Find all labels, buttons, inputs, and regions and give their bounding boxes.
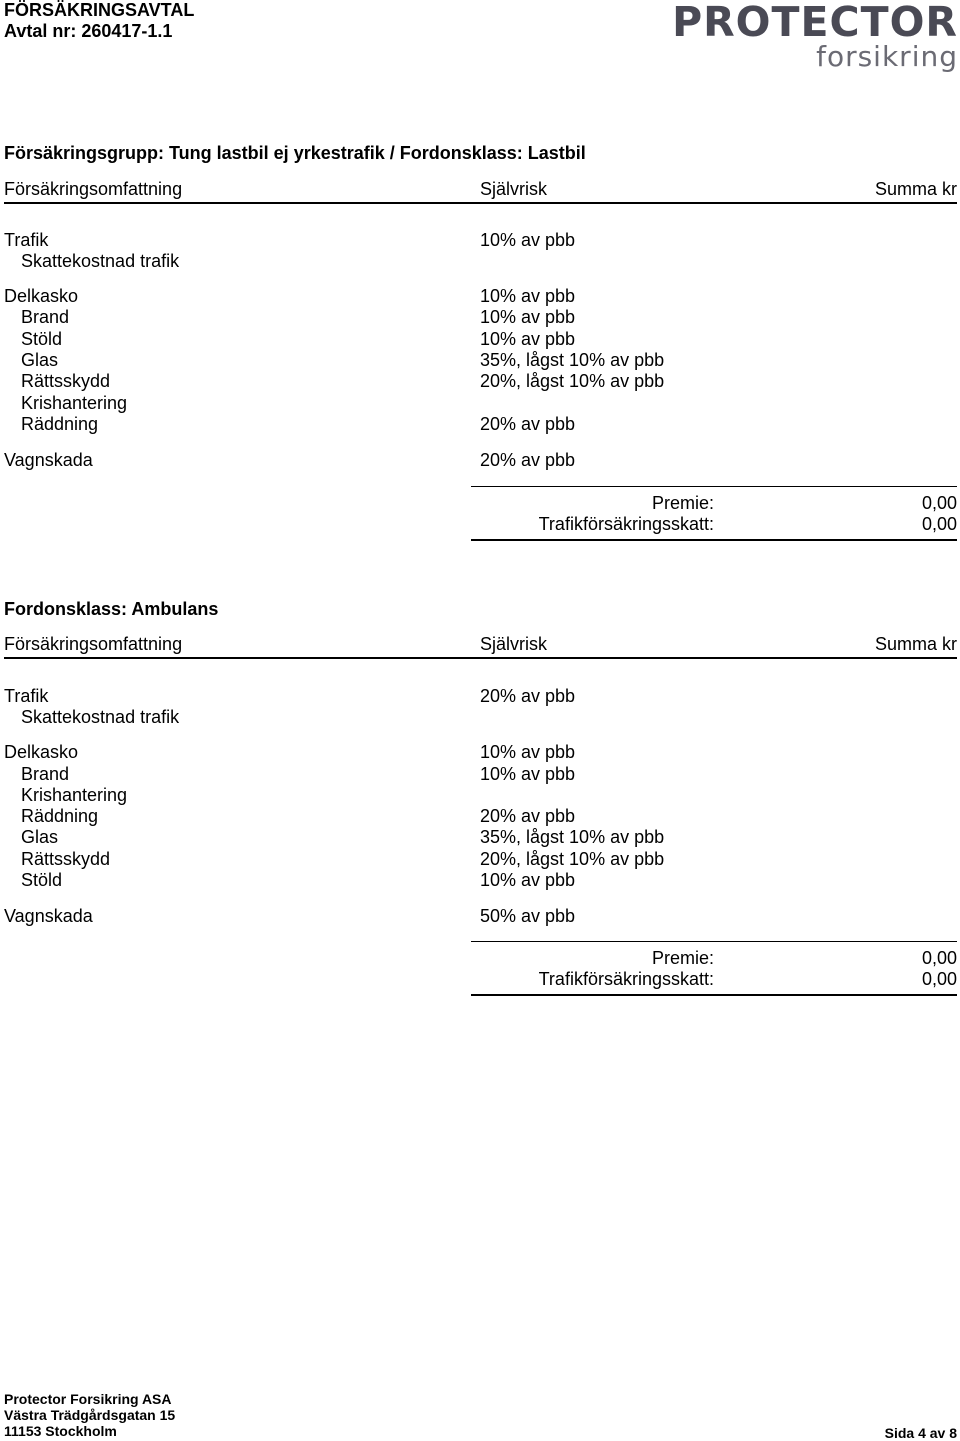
- tax-label: Trafikförsäkringsskatt:: [538, 969, 714, 989]
- tax-value: 0,00: [921, 514, 957, 534]
- coverage-deductible: 35%, lågst 10% av pbb: [480, 827, 665, 847]
- coverage-deductible: 10% av pbb: [480, 286, 576, 306]
- premium-label: Premie:: [651, 493, 714, 513]
- section-title: Försäkringsgrupp: Tung lastbil ej yrkestrafik / Fordonsklass: Lastbil: [4, 143, 586, 163]
- coverage-row: [4, 286, 957, 307]
- coverage-row: [4, 764, 957, 785]
- coverage-name: Räddning: [21, 414, 99, 434]
- coverage-name: Skattekostnad trafik: [21, 707, 180, 727]
- coverage-name: Brand: [21, 764, 70, 784]
- coverage-row: [4, 414, 957, 435]
- coverage-row: [4, 827, 957, 848]
- coverage-deductible: 10% av pbb: [480, 307, 576, 327]
- coverage-row: [4, 849, 957, 870]
- agreement-number: Avtal nr: 260417-1.1: [4, 21, 173, 41]
- coverage-deductible: 10% av pbb: [480, 230, 576, 250]
- coverage-name: Räddning: [21, 806, 99, 826]
- premium-value: 0,00: [921, 948, 957, 968]
- coverage-row: [4, 329, 957, 350]
- coverage-name: Skattekostnad trafik: [21, 251, 180, 271]
- tax-row: [471, 514, 957, 535]
- footer-address: [4, 1391, 175, 1439]
- column-sum: Summa kr: [874, 179, 957, 199]
- coverage-row: [4, 307, 957, 328]
- coverage-row: [4, 870, 957, 891]
- column-deductible: Självrisk: [480, 634, 548, 654]
- coverage-deductible: 20% av pbb: [480, 686, 576, 706]
- coverage-row: [4, 450, 957, 471]
- column-header: [4, 178, 957, 204]
- coverage-row: [4, 686, 957, 707]
- coverage-row: [4, 742, 957, 763]
- coverage-name: Rättsskydd: [21, 849, 111, 869]
- coverage-row: [4, 251, 957, 272]
- coverage-name: Delkasko: [4, 286, 79, 306]
- coverage-deductible: 20% av pbb: [480, 806, 576, 826]
- coverage-row: [4, 906, 957, 927]
- section-title: Fordonsklass: Ambulans: [4, 599, 219, 619]
- coverage-name: Trafik: [4, 230, 49, 250]
- tax-label: Trafikförsäkringsskatt:: [538, 514, 714, 534]
- coverage-deductible: 50% av pbb: [480, 906, 576, 926]
- logo-subtext: forsikring: [816, 40, 958, 73]
- coverage-row: [4, 707, 957, 728]
- coverage-name: Stöld: [21, 870, 63, 890]
- logo-wordmark: PROTECTOR: [672, 0, 958, 46]
- coverage-name: Delkasko: [4, 742, 79, 762]
- premium-row: [471, 948, 957, 969]
- coverage-name: Brand: [21, 307, 70, 327]
- coverage-row: [4, 350, 957, 371]
- premium-value: 0,00: [921, 493, 957, 513]
- totals-box: [471, 486, 957, 541]
- footer-company: Protector Forsikring ASA: [4, 1391, 172, 1407]
- coverage-deductible: 10% av pbb: [480, 329, 576, 349]
- totals-box: [471, 941, 957, 996]
- page-number: Sida 4 av 8: [884, 1425, 957, 1441]
- document-title: FÖRSÄKRINGSAVTAL: [4, 0, 195, 20]
- column-deductible: Självrisk: [480, 179, 548, 199]
- coverage-name: Stöld: [21, 329, 63, 349]
- coverage-name: Vagnskada: [4, 906, 93, 926]
- column-scope: Försäkringsomfattning: [4, 634, 183, 654]
- coverage-deductible: 20%, lågst 10% av pbb: [480, 371, 665, 391]
- coverage-deductible: 35%, lågst 10% av pbb: [480, 350, 665, 370]
- coverage-name: Rättsskydd: [21, 371, 111, 391]
- coverage-row: [4, 230, 957, 251]
- coverage-deductible: 20% av pbb: [480, 414, 576, 434]
- tax-value: 0,00: [921, 969, 957, 989]
- coverage-name: Glas: [21, 827, 59, 847]
- protector-logo: [662, 0, 960, 76]
- column-sum: Summa kr: [874, 634, 957, 654]
- coverage-name: Vagnskada: [4, 450, 93, 470]
- premium-row: [471, 493, 957, 514]
- coverage-name: Trafik: [4, 686, 49, 706]
- coverage-deductible: 10% av pbb: [480, 870, 576, 890]
- coverage-row: [4, 393, 957, 414]
- footer-city: 11153 Stockholm: [4, 1423, 117, 1439]
- coverage-deductible: 10% av pbb: [480, 742, 576, 762]
- column-header: [4, 633, 957, 659]
- coverage-deductible: 20% av pbb: [480, 450, 576, 470]
- coverage-name: Krishantering: [21, 785, 128, 805]
- coverage-name: Glas: [21, 350, 59, 370]
- coverage-row: [4, 785, 957, 806]
- premium-label: Premie:: [651, 948, 714, 968]
- footer-street: Västra Trädgårdsgatan 15: [4, 1407, 176, 1423]
- coverage-deductible: 10% av pbb: [480, 764, 576, 784]
- column-scope: Försäkringsomfattning: [4, 179, 183, 199]
- coverage-name: Krishantering: [21, 393, 128, 413]
- coverage-row: [4, 371, 957, 392]
- coverage-row: [4, 806, 957, 827]
- coverage-deductible: 20%, lågst 10% av pbb: [480, 849, 665, 869]
- tax-row: [471, 969, 957, 990]
